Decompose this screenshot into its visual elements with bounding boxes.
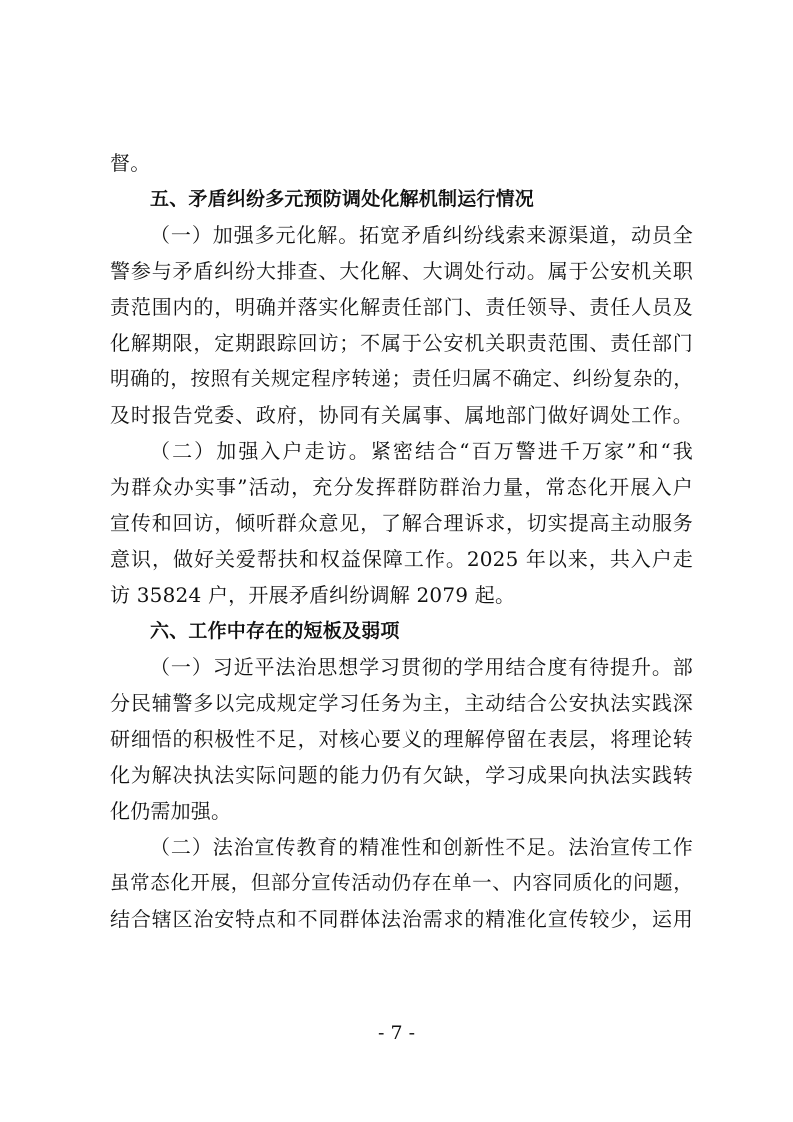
text-line: 为群众办实事”活动，充分发挥群防群治力量，常态化开展入户 xyxy=(110,475,693,499)
text-line: 及时报告党委、政府，协同有关属事、属地部门做好调处工作。 xyxy=(110,403,693,427)
section-heading-five: 五、矛盾纠纷多元预防调处化解机制运行情况 xyxy=(150,188,535,210)
text-line: 警参与矛盾纠纷大排查、大化解、大调处行动。属于公安机关职 xyxy=(110,259,693,283)
text-line: （二）加强入户走访。紧密结合“百万警进千万家”和“我 xyxy=(150,439,693,463)
text-line: 宣传和回访，倾听群众意见，了解合理诉求，切实提高主动服务 xyxy=(110,511,693,535)
text-line: 结合辖区治安特点和不同群体法治需求的精准化宣传较少，运用 xyxy=(110,907,693,931)
text-line: 明确的，按照有关规定程序转递；责任归属不确定、纠纷复杂的， xyxy=(110,367,693,390)
text-line: 访 35824 户，开展矛盾纠纷调解 2079 起。 xyxy=(110,583,516,607)
text-line: 化为解决执法实际问题的能力仍有欠缺，学习成果向执法实践转 xyxy=(110,763,693,787)
section-heading-six: 六、工作中存在的短板及弱项 xyxy=(150,620,400,642)
text-line: 责范围内的，明确并落实化解责任部门、责任领导、责任人员及 xyxy=(110,295,693,319)
document-body xyxy=(110,145,693,937)
text-line: 化仍需加强。 xyxy=(110,799,232,823)
text-line: （二）法治宣传教育的精准性和创新性不足。法治宣传工作 xyxy=(150,835,693,859)
text-line: 化解期限，定期跟踪回访；不属于公安机关职责范围、责任部门 xyxy=(110,331,693,355)
text-line: 意识，做好关爱帮扶和权益保障工作。2025 年以来，共入户走 xyxy=(110,547,693,571)
page-number: - 7 - xyxy=(377,1022,415,1044)
text-line: 研细悟的积极性不足，对核心要义的理解停留在表层，将理论转 xyxy=(110,727,693,751)
text-line: 督。 xyxy=(110,151,151,175)
text-line: （一）加强多元化解。拓宽矛盾纠纷线索来源渠道，动员全 xyxy=(150,223,693,247)
text-line: 分民辅警多以完成规定学习任务为主，主动结合公安执法实践深 xyxy=(110,691,693,715)
text-line: （一）习近平法治思想学习贯彻的学用结合度有待提升。部 xyxy=(150,655,693,679)
text-line: 虽常态化开展，但部分宣传活动仍存在单一、内容同质化的问题， xyxy=(110,871,693,894)
